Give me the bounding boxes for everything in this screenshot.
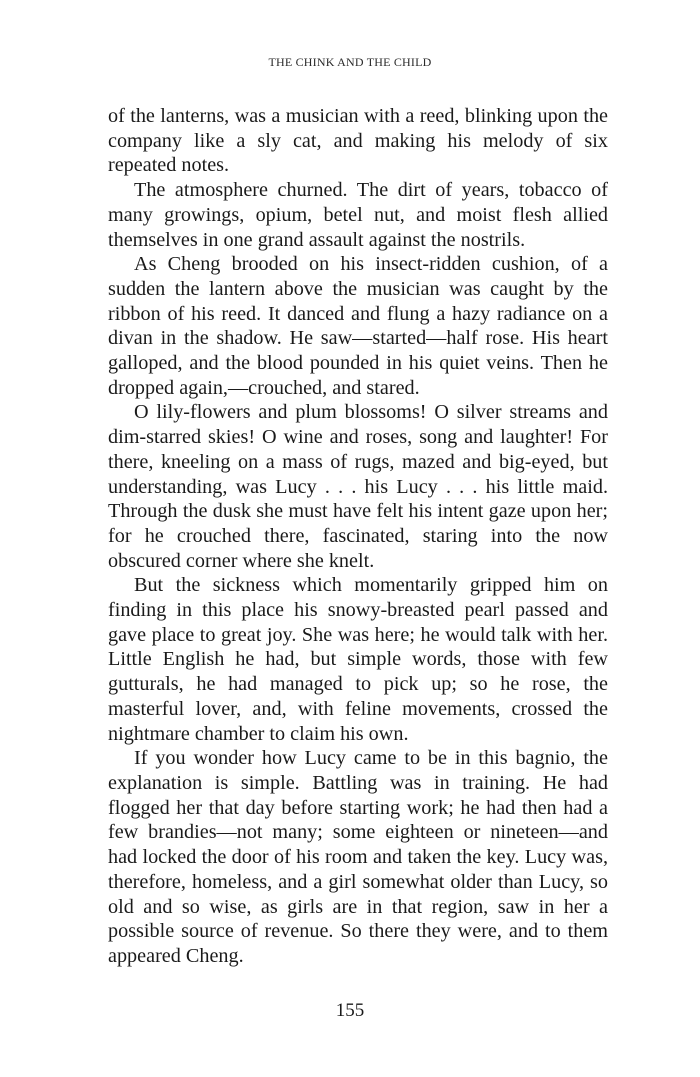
paragraph-atmosphere: The atmosphere churned. The dirt of years, tobacco of many growings, opium, betel nut, and moist flesh allied themselves in one grand assault against the nostrils. [108,179,608,251]
body-text [108,104,608,969]
paragraph-sickness: But the sickness which momentarily gripped him on finding in this place his snowy-breasted pearl passed and gave place to great joy. She was here; he would talk with her. Little English he had, but simple words, those with few gutturals, he had managed to pick up; so he rose, the masterful lover, and, with feline movements, crossed the nightmare chamber to claim his own. [108,574,608,745]
paragraph-continued: of the lanterns, was a musician with a reed, blinking upon the company like a sly cat, and making his melody of six repeated notes. [108,105,608,177]
paragraph-lily-flowers: O lily-flowers and plum blossoms! O silver streams and dim-starred skies! O wine and roses, song and laughter! For there, kneeling on a mass of rugs, mazed and big-eyed, but understanding, was Lucy . . . his Lucy . . . his little maid. Through the dusk she must have felt his intent gaze upon her; for he crouched there, fascinated, staring into the now obscured corner where she knelt. [108,401,608,572]
page-number: 155 [335,1000,365,1021]
running-head: THE CHINK AND THE CHILD [268,55,432,69]
paragraph-cheng-brooded: As Cheng brooded on his insect-ridden cushion, of a sudden the lantern above the musician was caught by the ribbon of his reed. It danced and flung a hazy radiance on a divan in the shadow. He saw—started—half rose. His heart galloped, and the blood pounded in his quiet veins. Then he dropped again,—crouched, and stared. [108,253,608,399]
paragraph-explanation: If you wonder how Lucy came to be in this bagnio, the explanation is simple. Battling was in training. He had flogged her that day before starting work; he had then had a few brandies—not many; some eighteen or nineteen—and had locked the door of his room and taken the key. Lucy was, therefore, homeless, and a girl somewhat older than Lucy, so old and so wise, as girls are in that region, saw in her a possible source of revenue. So there they were, and to them appeared Cheng. [108,747,608,967]
